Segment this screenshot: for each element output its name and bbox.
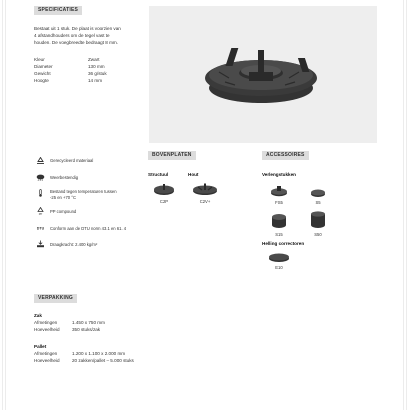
load-icon	[36, 240, 45, 248]
s50-label: S50	[314, 232, 322, 237]
spec-value-gewicht: 36 g/stuk	[88, 71, 107, 76]
zak-label-afmetingen: Afmetingen	[34, 320, 58, 325]
e10-label: E10	[275, 265, 283, 270]
c2p-label: C2P	[159, 199, 169, 204]
page-guide-line	[2, 0, 3, 410]
pedestal-image	[149, 6, 377, 143]
pallet-label-afmetingen: Afmetingen	[34, 351, 58, 356]
zak-title: Zak	[34, 313, 42, 318]
accessoires-tag: ACCESSOIRES	[262, 151, 309, 160]
feature-text-recycled: Gerecycleerd materiaal	[50, 158, 94, 163]
helling-correctoren-title: Helling correctoren	[262, 241, 305, 246]
zak-value-hoeveelheid: 350 stuks/zak	[72, 327, 101, 332]
c2v-plate-image	[192, 182, 218, 196]
zak-value-afmetingen: 1.450 x 750 mm	[72, 320, 105, 325]
page-guide-line	[403, 0, 404, 410]
c2v-label: C2V+	[199, 199, 211, 204]
s5-label: S5	[315, 200, 321, 205]
spec-label-kleur: Kleur	[34, 57, 45, 62]
feature-text-dtu: Conform aan de DTU norm 43.1 en 61. 4	[50, 226, 127, 231]
verlengstukken-title: Verlengstukken	[262, 172, 296, 177]
s50-image	[309, 211, 327, 229]
s15-image	[270, 213, 288, 229]
pallet-value-hoeveelheid: 20 zakken/pallet – 5.000 stuks	[72, 358, 134, 363]
spec-value-kleur: Zwart	[88, 57, 100, 62]
bovenplaten-hout-title: Hout	[188, 172, 199, 177]
bovenplaten-structuul-title: Structuul	[148, 172, 169, 177]
bovenplaten-tag: BOVENPLATEN	[148, 151, 196, 160]
s15-label: S15	[275, 232, 283, 237]
dtu-icon	[36, 224, 45, 232]
e10-image	[268, 251, 290, 263]
weather-icon	[36, 173, 45, 181]
spec-label-gewicht: Gewicht	[34, 71, 51, 76]
verpakking-tag: VERPAKKING	[34, 294, 77, 303]
svg-text:PP: PP	[38, 212, 43, 215]
fs5-image	[270, 184, 288, 198]
specs-desc-line-2: 4 afstandhouders om de tegel vast te	[34, 33, 110, 38]
page-guide-line	[406, 0, 407, 410]
feature-text-weather: Weerbestendig	[50, 175, 79, 180]
zak-label-hoeveelheid: Hoeveelheid	[34, 327, 60, 332]
spec-value-hoogte: 14 mm	[88, 78, 103, 83]
page-guide-line	[5, 0, 6, 410]
pallet-label-hoeveelheid: Hoeveelheid	[34, 358, 60, 363]
feature-text-pp: PP compound	[50, 209, 77, 214]
s5-image	[310, 186, 326, 198]
c2p-plate-image	[153, 182, 175, 196]
fs5-label: FS5	[275, 200, 283, 205]
feature-text-load: Draagkracht: 2.400 kg/m²	[50, 242, 98, 247]
specs-desc-line-1: Bestaat uit 1 stuk. De plaat is voorzien van	[34, 26, 121, 31]
specs-desc-line-3: houden. De voegbreedte bedraagt 8 mm.	[34, 40, 119, 45]
product-photo	[149, 6, 377, 143]
specs-tag: SPECIFICATIES	[34, 6, 82, 15]
pallet-title: Pallet	[34, 344, 47, 349]
spec-value-diameter: 130 mm	[88, 64, 105, 69]
thermometer-icon	[36, 189, 45, 197]
recycle-icon	[36, 157, 45, 165]
svg-text:DTU: DTU	[36, 226, 45, 231]
pallet-value-afmetingen: 1.200 x 1.100 x 2.000 mm	[72, 351, 126, 356]
pp-icon	[36, 207, 45, 215]
feature-text-temperature-2: -25 en +70 °C	[50, 195, 77, 200]
spec-label-hoogte: Hoogte	[34, 78, 49, 83]
spec-label-diameter: Diameter	[34, 64, 53, 69]
feature-text-temperature-1: Bestand tegen temperaturen tussen	[50, 189, 117, 194]
